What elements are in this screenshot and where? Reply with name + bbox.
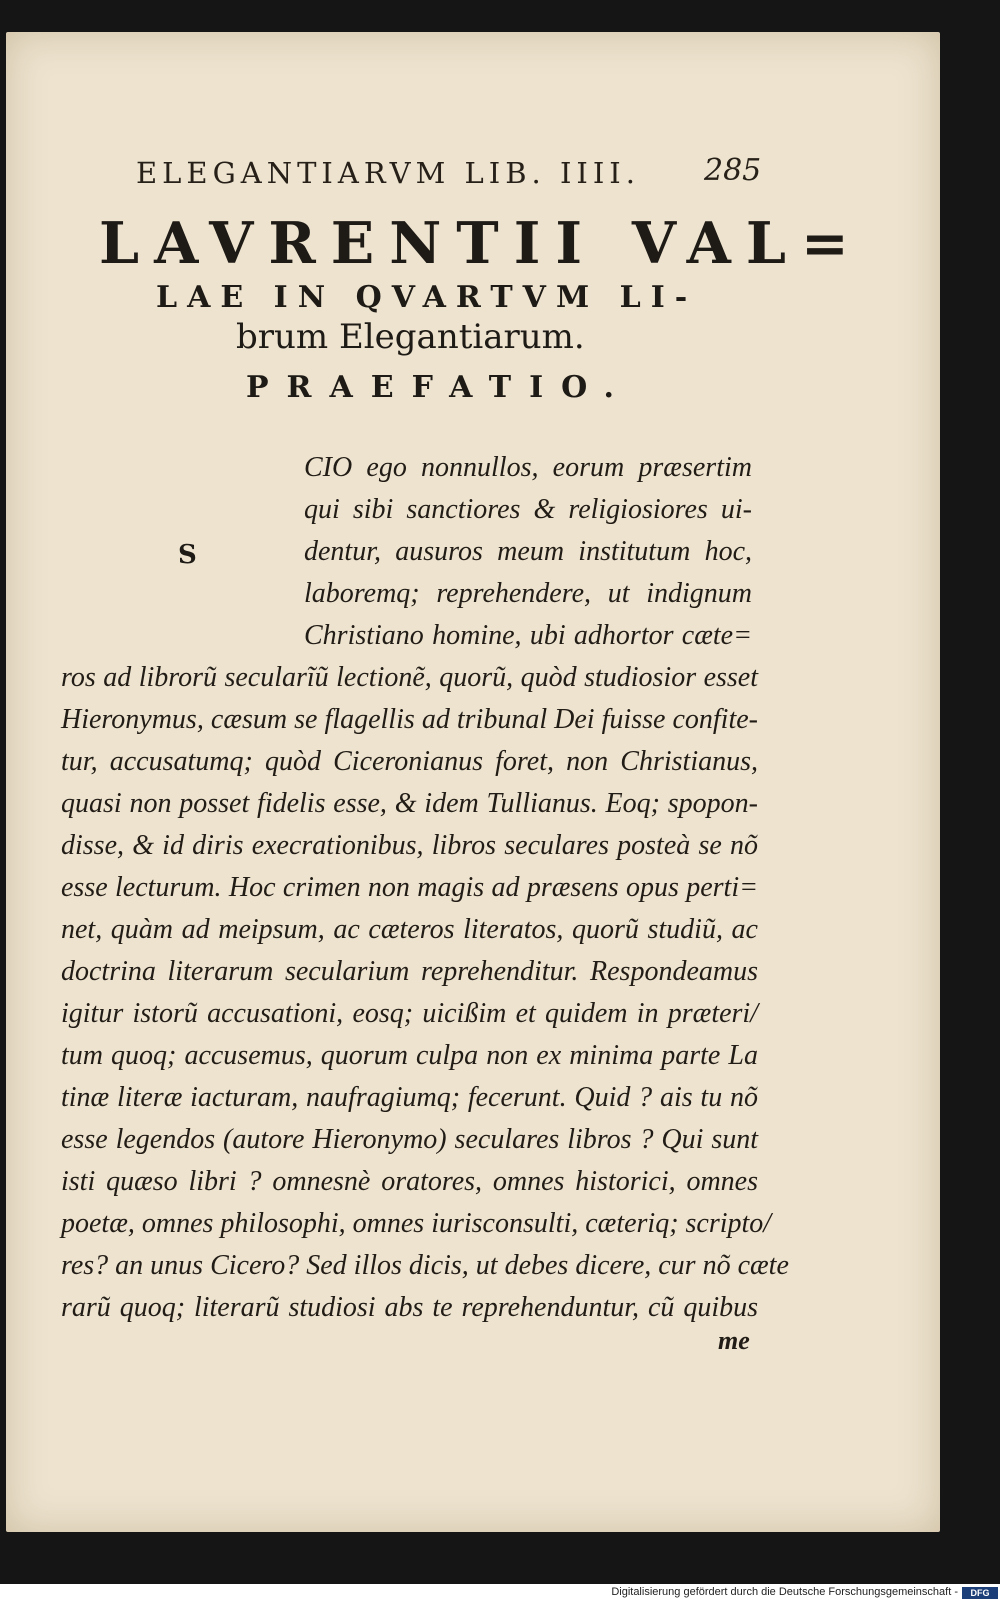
drop-cap: S — [178, 540, 197, 570]
body-line: CIO ego nonnullos, eorum præsertim — [304, 452, 752, 483]
body-line: Christiano homine, ubi adhortor cæte= — [304, 620, 752, 651]
catchword: me — [718, 1326, 750, 1355]
body-line: tur, accusatumq; quòd Ciceronianus foret, non Christianus, — [61, 746, 758, 777]
body-line: disse, & id diris execrationibus, libros seculares posteà se nõ — [61, 830, 758, 861]
running-head: ELEGANTIARVM LIB. IIII. — [136, 156, 640, 190]
body-line: quasi non posset fidelis esse, & idem Tullianus. Eoq; spopon- — [61, 788, 758, 819]
body-line: qui sibi sanctiores & religiosiores ui- — [304, 494, 752, 525]
book-page — [6, 32, 940, 1532]
body-line: esse lecturum. Hoc crimen non magis ad præsens opus perti= — [61, 872, 758, 903]
body-line: esse legendos (autore Hieronymo) seculares libros ? Qui sunt — [61, 1124, 758, 1155]
footer-bar — [0, 1584, 1000, 1602]
body-line: isti quæso libri ? omnesnè oratores, omnes historici, omnes — [61, 1166, 758, 1197]
body-line: Hieronymus, cæsum se flagellis ad tribunal Dei fuisse confite- — [61, 704, 758, 735]
body-line: laboremq; reprehendere, ut indignum — [304, 578, 752, 609]
body-line: rarũ quoq; literarũ studiosi abs te reprehenduntur, cũ quibus — [61, 1292, 758, 1323]
dfg-logo: DFG — [962, 1587, 998, 1599]
body-line: poetæ, omnes philosophi, omnes iurisconsulti, cæteriq; scripto/ — [61, 1208, 772, 1239]
body-line: net, quàm ad meipsum, ac cæteros literatos, quorũ studiũ, ac — [61, 914, 758, 945]
title-line-1: LAVRENTII VAL= — [99, 210, 864, 277]
title-line-3: brum Elegantiarum. — [236, 317, 585, 357]
body-line: doctrina literarum secularium reprehenditur. Respondeamus — [61, 956, 758, 987]
body-line: tum quoq; accusemus, quorum culpa non ex minima parte La — [61, 1040, 758, 1071]
body-line: tinæ literæ iacturam, naufragiumq; fecerunt. Quid ? ais tu nõ — [61, 1082, 758, 1113]
title-line-4: PRAEFATIO. — [246, 370, 632, 405]
body-line: ros ad librorũ secularĩũ lectionẽ, quorũ, quòd studiosior esset — [61, 662, 758, 693]
body-line: res? an unus Cicero? Sed illos dicis, ut debes dicere, cur nõ cæte — [61, 1250, 789, 1281]
body-line: dentur, ausuros meum institutum hoc, — [304, 536, 752, 567]
footer-credit: Digitalisierung gefördert durch die Deutsche Forschungsgemeinschaft - — [611, 1586, 958, 1598]
title-line-2: LAE IN QVARTVM LI- — [156, 280, 698, 315]
body-line: igitur istorũ accusationi, eosq; uicißim et quidem in præteri/ — [61, 998, 758, 1029]
page-number: 285 — [704, 153, 762, 188]
